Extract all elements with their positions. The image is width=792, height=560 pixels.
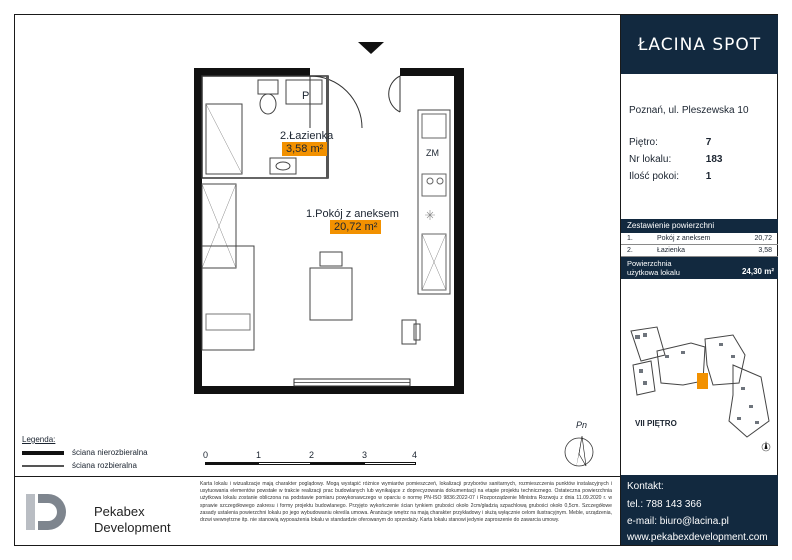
scale-segment-1 xyxy=(205,462,258,465)
total-value: 24,30 m² xyxy=(741,267,774,276)
info-value: 1 xyxy=(705,171,712,182)
keyplan-north-icon xyxy=(761,439,771,453)
brand-logo: ŁACINA SPOT xyxy=(637,34,762,55)
sidebar xyxy=(620,15,778,545)
label-p: P xyxy=(302,90,310,102)
total-label-line2: użytkowa lokalu xyxy=(627,268,680,277)
contact-phone[interactable]: tel.: 788 143 366 xyxy=(627,499,702,510)
info-label: Ilość pokoi: xyxy=(629,171,680,182)
north-label: Pn xyxy=(576,420,588,430)
building-key-plan xyxy=(621,325,778,450)
room1-name: 1.Pokój z aneksem xyxy=(306,208,399,220)
floor-label: VII PIĘTRO xyxy=(635,419,677,428)
area-summary-table xyxy=(621,219,778,279)
info-value: 183 xyxy=(705,154,723,165)
table-row xyxy=(621,233,778,245)
row-number: 1. xyxy=(627,235,633,242)
scale-num-3: 3 xyxy=(362,450,368,460)
disclaimer-text: Karta lokalu i wizualizacje mają charakter poglądowy. Mogą wystąpić różnice wymiarów pomieszczeń, lokalizacji przyborów sanitarnych, rozmieszczenia punktów instalacyjnych i usytuowania elementów powstałe w trakcie realizacji prac budowlanych lub wynikające z doprecyzowania dokumentacji na etapie projektu technicznego. Ostateczna powierzchnia użytkowa lokalu zostanie obliczona na podstawie pomiaru powykonawczego w oparciu o normę PN-ISO 9836:2022-07 i Rozporządzenie Ministra Rozwoju z dnia 11.09.2020 r. w sprawie szczegółowego zakresu i formy projektu budowlanego. Przyjęto wykończenie ścian tynkiem grubości około 2cm/gładzią szpachlową grubości około 0,5cm. Szczegółowe zasady ustalenia powierzchni lokalu po jego wybudowaniu określa umowa. Aranżacje wnętrz na mają charakter przykładowy i służą wyłącznie celom ilustracyjnym. Meble, urządzenia, drzwi wewnętrzne itp. nie stanowią wyposażenia lokalu w standardzie oferowanym do sprzedaży. Karta lokalu stanowi jedynie zaproszenie do zawarcia umowy. xyxy=(200,481,612,524)
legend-item-label: ściana nierozbieralna xyxy=(72,448,148,457)
row-area: 20,72 xyxy=(754,235,772,242)
legend-line-solid xyxy=(22,451,64,455)
scale-num-0: 0 xyxy=(203,450,209,460)
contact-email[interactable]: e-mail: biuro@lacina.pl xyxy=(627,516,729,527)
row-number: 2. xyxy=(627,247,633,254)
label-zm: ZM xyxy=(426,148,439,158)
summary-total xyxy=(621,257,778,279)
summary-title: Zestawienie powierzchni xyxy=(621,219,778,233)
scale-num-4: 4 xyxy=(412,450,418,460)
legend-item-partition xyxy=(22,461,137,470)
north-arrow xyxy=(562,420,596,470)
row-room-name: Łazienka xyxy=(657,247,686,254)
contact-title: Kontakt: xyxy=(627,481,664,492)
pekabex-logo-icon xyxy=(22,490,66,534)
row-area: 3,58 xyxy=(758,247,772,254)
table-row xyxy=(621,245,778,257)
developer-name-line2: Development xyxy=(94,520,171,535)
room1-area-badge: 20,72 m² xyxy=(330,220,381,234)
bottom-separator xyxy=(14,476,620,477)
scale-segment-2 xyxy=(258,462,311,465)
info-value: 7 xyxy=(705,137,712,148)
scale-num-1: 1 xyxy=(256,450,262,460)
legend-item-load-bearing xyxy=(22,448,148,457)
entrance-arrow-icon xyxy=(358,42,384,54)
north-arrow-icon xyxy=(562,430,596,470)
total-label-line1: Powierzchnia xyxy=(627,259,672,268)
legend-title: Legenda: xyxy=(22,435,56,444)
scale-segment-3 xyxy=(311,462,364,465)
legend-line-hollow xyxy=(22,465,64,467)
contact-panel xyxy=(621,475,778,545)
info-unit-number xyxy=(629,154,722,165)
address: Poznań, ul. Pleszewska 10 xyxy=(629,105,749,116)
info-label: Nr lokalu: xyxy=(629,154,672,165)
info-room-count xyxy=(629,171,711,182)
developer-name-line1: Pekabex xyxy=(94,504,145,519)
legend-item-label: ściana rozbieralna xyxy=(72,461,137,470)
brand-header xyxy=(621,15,778,74)
room2-name: 2.Łazienka xyxy=(280,130,334,142)
scale-segment-4 xyxy=(364,462,416,465)
room2-area-badge: 3,58 m² xyxy=(282,142,327,156)
info-label: Piętro: xyxy=(629,137,658,148)
scale-num-2: 2 xyxy=(309,450,315,460)
info-floor xyxy=(629,137,711,148)
contact-website[interactable]: www.pekabexdevelopment.com xyxy=(627,532,768,543)
scale-bar xyxy=(203,450,418,476)
row-room-name: Pokój z aneksem xyxy=(657,235,711,242)
unit-highlight-marker xyxy=(697,373,708,389)
